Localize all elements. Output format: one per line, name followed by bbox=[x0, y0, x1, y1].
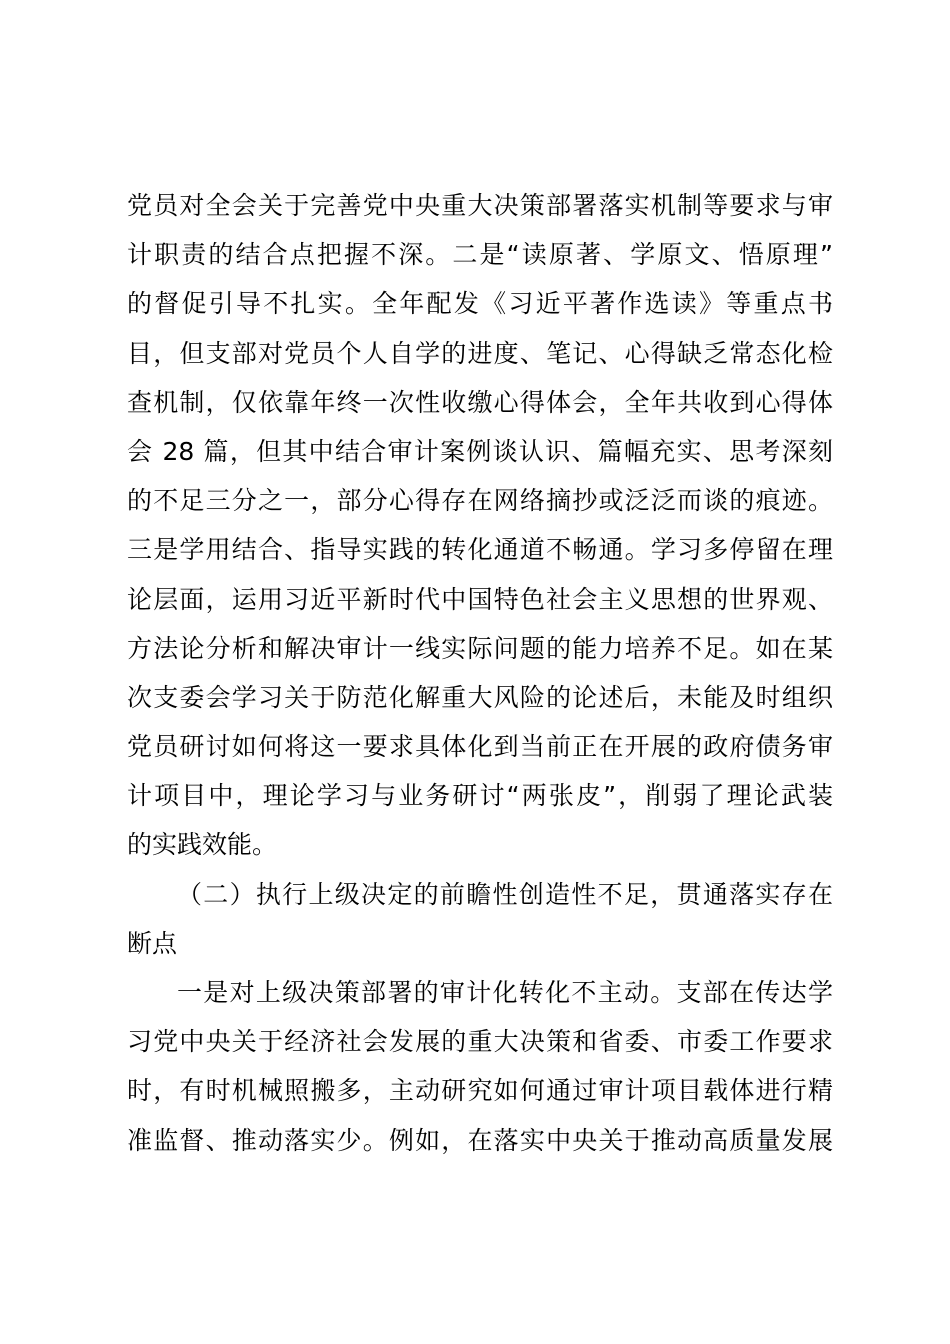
paragraph-line: 习党中央关于经济社会发展的重大决策和省委、市委工作要求 bbox=[127, 1027, 833, 1057]
paragraph-line: 的实践效能。 bbox=[127, 830, 278, 860]
paragraph-line: 三是学用结合、指导实践的转化通道不畅通。学习多停留在理 bbox=[127, 535, 833, 565]
paragraph-line: 查机制，仅依靠年终一次性收缴心得体会，全年共收到心得体 bbox=[127, 387, 833, 417]
paragraph-line: 的不足三分之一，部分心得存在网络摘抄或泛泛而谈的痕迹。 bbox=[127, 486, 833, 516]
section-heading-line: 断点 bbox=[127, 928, 178, 958]
document-body bbox=[127, 181, 833, 1165]
paragraph-line: 次支委会学习关于防范化解重大风险的论述后，未能及时组织 bbox=[127, 682, 833, 712]
paragraph-line: 一是对上级决策部署的审计化转化不主动。支部在传达学 bbox=[177, 978, 833, 1007]
paragraph-line: 目，但支部对党员个人自学的进度、笔记、心得缺乏常态化检 bbox=[127, 338, 833, 368]
paragraph-line: 的督促引导不扎实。全年配发《习近平著作选读》等重点书 bbox=[127, 289, 833, 319]
paragraph-line: 论层面，运用习近平新时代中国特色社会主义思想的世界观、 bbox=[127, 584, 833, 614]
paragraph-line: 准监督、推动落实少。例如，在落实中央关于推动高质量发展 bbox=[127, 1125, 833, 1155]
paragraph-line: 党员对全会关于完善党中央重大决策部署落实机制等要求与审 bbox=[127, 191, 833, 220]
paragraph-line: 计职责的结合点把握不深。二是“读原著、学原文、悟原理” bbox=[127, 240, 833, 270]
section-heading-line: （二）执行上级决定的前瞻性创造性不足，贯通落实存在 bbox=[177, 879, 833, 909]
paragraph-line: 党员研讨如何将这一要求具体化到当前正在开展的政府债务审 bbox=[127, 732, 833, 762]
paragraph-line: 方法论分析和解决审计一线实际问题的能力培养不足。如在某 bbox=[127, 633, 833, 663]
paragraph-line: 时，有时机械照搬多，主动研究如何通过审计项目载体进行精 bbox=[127, 1076, 833, 1106]
paragraph-line: 计项目中，理论学习与业务研讨“两张皮”，削弱了理论武装 bbox=[127, 781, 833, 811]
paragraph-line: 会 28 篇，但其中结合审计案例谈认识、篇幅充实、思考深刻 bbox=[127, 436, 833, 466]
